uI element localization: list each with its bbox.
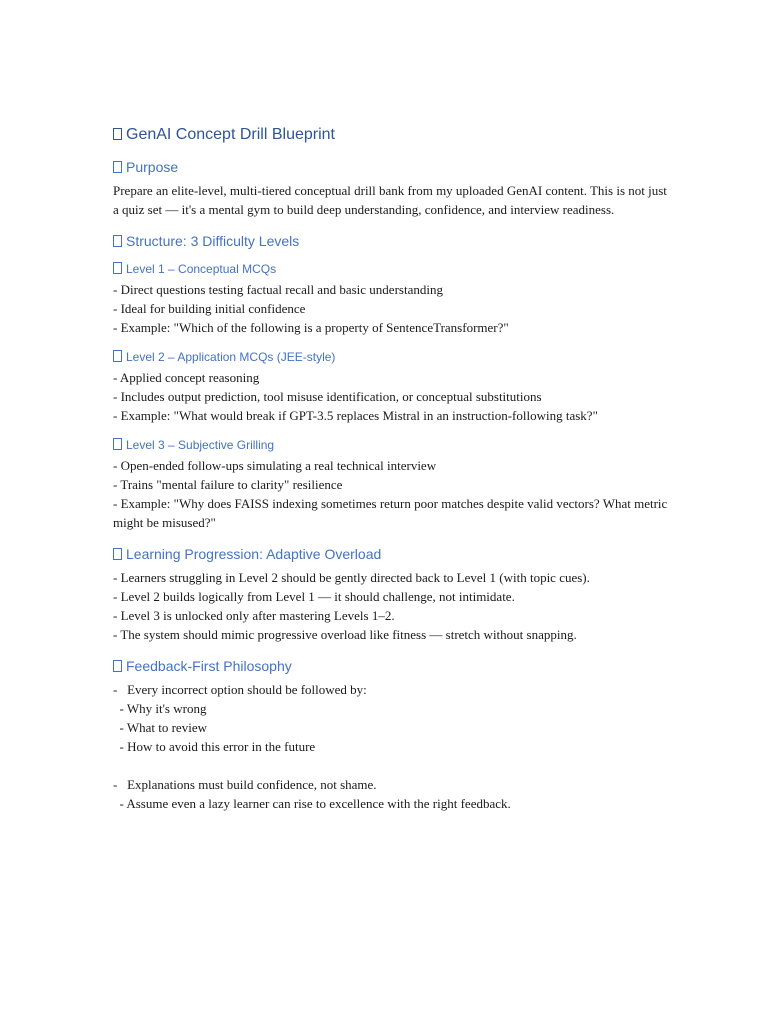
list-item: - Example: "Which of the following is a property of SentenceTransformer?" <box>113 320 509 335</box>
list-item: - Level 2 builds logically from Level 1 — it should challenge, not intimidate. <box>113 589 515 604</box>
missing-glyph-box-icon <box>113 161 122 173</box>
list-item: - Includes output prediction, tool misuse identification, or conceptual substitutions <box>113 389 542 404</box>
missing-glyph-box-icon <box>113 128 122 140</box>
purpose-text: Prepare an elite-level, multi-tiered conceptual drill bank from my uploaded GenAI content. This is not just a quiz set — it's a mental gym to build deep understanding, confidence, and interview readiness. <box>113 183 671 217</box>
progression-heading-text: Learning Progression: Adaptive Overload <box>126 546 382 562</box>
missing-glyph-box-icon <box>113 350 122 362</box>
level-2-heading-text: Level 2 – Application MCQs (JEE-style) <box>126 350 336 364</box>
level-1-heading <box>113 261 673 278</box>
list-item: - Direct questions testing factual recall and basic understanding <box>113 282 443 297</box>
feedback-heading-text: Feedback-First Philosophy <box>126 658 292 674</box>
list-item: - Trains "mental failure to clarity" resilience <box>113 477 343 492</box>
list-item: - Ideal for building initial confidence <box>113 301 306 316</box>
list-item: - Every incorrect option should be followed by: <box>113 682 367 697</box>
list-item: - Applied concept reasoning <box>113 370 260 385</box>
list-item: - Why it's wrong <box>113 701 207 716</box>
structure-heading-text: Structure: 3 Difficulty Levels <box>126 233 300 249</box>
missing-glyph-box-icon <box>113 660 122 672</box>
level-1-heading-text: Level 1 – Conceptual MCQs <box>126 262 277 276</box>
list-item: - Open-ended follow-ups simulating a real technical interview <box>113 458 437 473</box>
list-item: - Example: "What would break if GPT-3.5 replaces Mistral in an instruction-following task?" <box>113 408 598 423</box>
purpose-heading <box>113 157 673 177</box>
list-item: - Example: "Why does FAISS indexing sometimes return poor matches despite valid vectors? What metric might be misused?" <box>113 496 671 530</box>
progression-section <box>113 568 673 644</box>
feedback-section <box>113 680 673 813</box>
list-item: - Explanations must build confidence, not shame. <box>113 777 377 792</box>
list-item: - How to avoid this error in the future <box>113 739 316 754</box>
level-3-section <box>113 437 673 532</box>
list-item: - What to review <box>113 720 207 735</box>
purpose-heading-text: Purpose <box>126 159 179 175</box>
level-3-heading-text: Level 3 – Subjective Grilling <box>126 438 275 452</box>
document-body <box>113 124 673 825</box>
paragraph-spacer <box>113 756 673 775</box>
level-2-heading <box>113 349 673 366</box>
level-1-section <box>113 261 673 337</box>
level-3-heading <box>113 437 673 454</box>
missing-glyph-box-icon <box>113 438 122 450</box>
level-2-section <box>113 349 673 425</box>
list-item: - Learners struggling in Level 2 should be gently directed back to Level 1 (with topic cues). <box>113 570 590 585</box>
missing-glyph-box-icon <box>113 548 122 560</box>
progression-heading <box>113 544 673 564</box>
structure-heading <box>113 231 673 251</box>
list-item: - Level 3 is unlocked only after mastering Levels 1–2. <box>113 608 395 623</box>
document-title <box>113 124 673 146</box>
missing-glyph-box-icon <box>113 262 122 274</box>
feedback-heading <box>113 656 673 676</box>
list-item: - The system should mimic progressive overload like fitness — stretch without snapping. <box>113 627 577 642</box>
document-title-text: GenAI Concept Drill Blueprint <box>126 126 335 143</box>
list-item: - Assume even a lazy learner can rise to excellence with the right feedback. <box>113 796 511 811</box>
missing-glyph-box-icon <box>113 235 122 247</box>
